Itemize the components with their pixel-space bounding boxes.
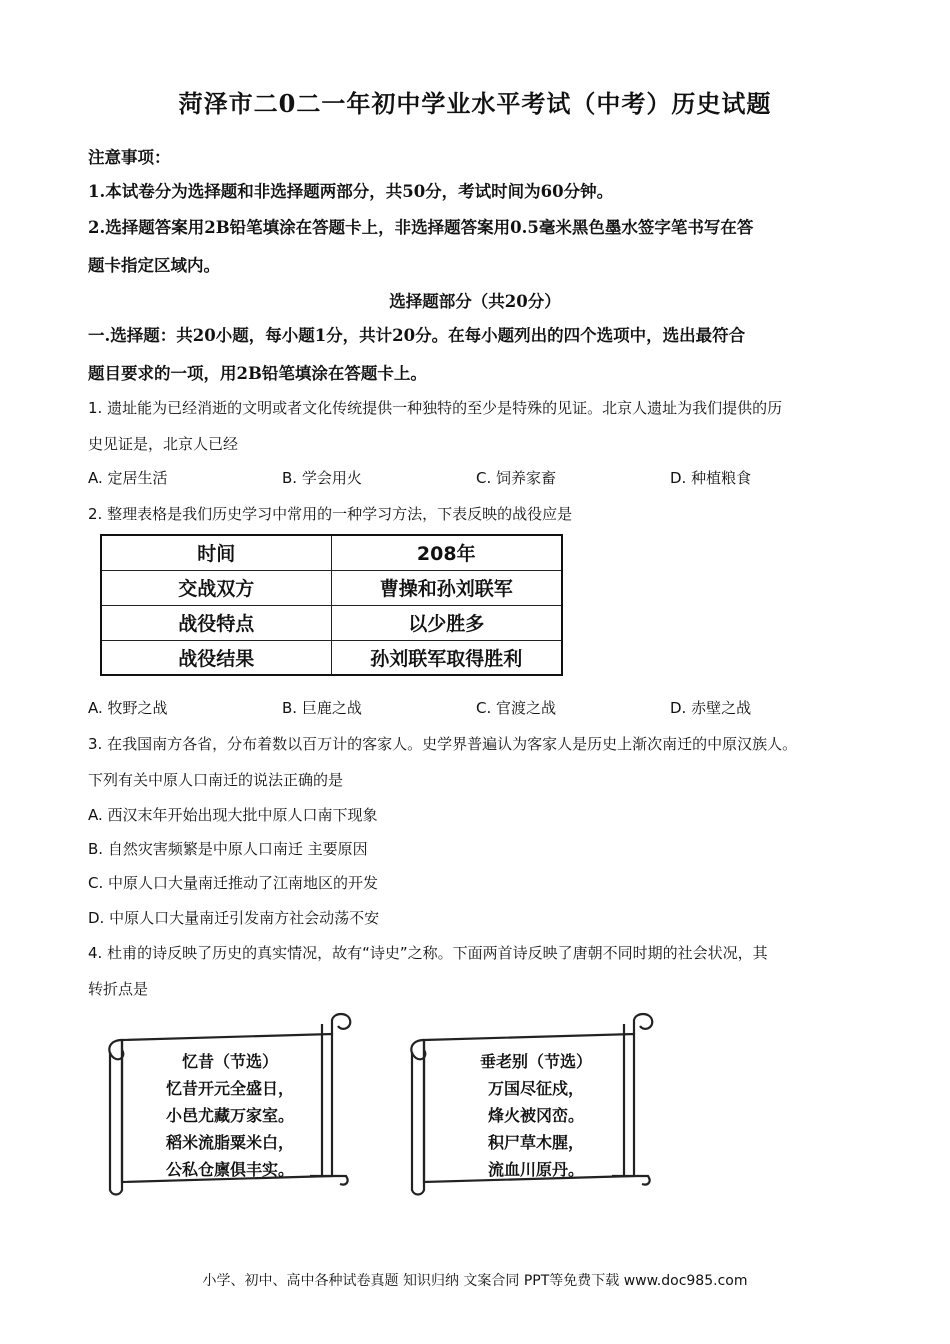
poem-2-line: 烽火被冈峦。 — [487, 1106, 584, 1125]
q1-option-d: D. 种植粮食 — [670, 469, 752, 487]
poem-2-line: 万国尽征戍， — [487, 1079, 584, 1098]
part-one-line-b: 题目要求的一项，用2B铅笔填涂在答题卡上。 — [88, 364, 427, 383]
q3-option-c: C. 中原人口大量南迁推动了江南地区的开发 — [88, 874, 379, 892]
poem-1-line: 稻米流脂粟米白， — [165, 1133, 294, 1152]
table-row — [101, 640, 562, 675]
poem-2-line: 积尸草木腥， — [487, 1133, 584, 1152]
q3-option-d: D. 中原人口大量南迁引发南方社会动荡不安 — [88, 909, 380, 927]
q3-option-b: B. 自然灾害频繁是中原人口南迁 主要原因 — [88, 840, 368, 858]
battle-table — [100, 534, 563, 676]
q2-option-c: C. 官渡之战 — [476, 699, 557, 717]
table-cell-label: 战役结果 — [101, 640, 331, 675]
q3-stem-line-b: 下列有关中原人口南迁的说法正确的是 — [88, 771, 344, 789]
notice-heading: 注意事项： — [88, 148, 171, 167]
notice-line-2a: 2.选择题答案用2B铅笔填涂在答题卡上，非选择题答案用0.5毫米黑色墨水签字笔书写在答 — [88, 218, 754, 237]
section-title: 选择题部分（共20分） — [389, 292, 561, 311]
poem-1 — [140, 1048, 320, 1183]
q4-stem-line-a: 4. 杜甫的诗反映了历史的真实情况，故有“诗史”之称。下面两首诗反映了唐朝不同时期的社会状况，其 — [88, 944, 768, 962]
q1-stem-line-a: 1. 遗址能为已经消逝的文明或者文化传统提供一种独特的至少是特殊的见证。北京人遗址为我们提供的历 — [88, 399, 783, 417]
poem-1-title: 忆昔（节选） — [181, 1052, 278, 1071]
q2-option-a: A. 牧野之战 — [88, 699, 168, 717]
table-row — [101, 605, 562, 640]
table-cell-label: 时间 — [101, 535, 331, 570]
page-title: 菏泽市二0二一年初中学业水平考试（中考）历史试题 — [178, 89, 772, 118]
notice-line-2b: 题卡指定区域内。 — [88, 256, 220, 275]
page-footer: 小学、初中、高中各种试卷真题 知识归纳 文案合同 PPT等免费下载 www.doc985.com — [202, 1273, 748, 1289]
poem-2-title: 垂老别（节选） — [479, 1052, 592, 1071]
q2-option-b: B. 巨鹿之战 — [282, 699, 362, 717]
q1-stem-line-b: 史见证是，北京人已经 — [88, 435, 239, 453]
table-cell-label: 战役特点 — [101, 605, 331, 640]
table-cell-value: 以少胜多 — [331, 605, 562, 640]
q3-stem-line-a: 3. 在我国南方各省，分布着数以百万计的客家人。史学界普遍认为客家人是历史上渐次南迁的中原汉族人。 — [88, 735, 798, 753]
q1-option-c: C. 饲养家畜 — [476, 469, 557, 487]
part-one-line-a: 一.选择题：共20小题，每小题1分，共计20分。在每小题列出的四个选项中，选出最符合 — [88, 326, 746, 345]
poem-2 — [446, 1048, 626, 1183]
q2-stem: 2. 整理表格是我们历史学习中常用的一种学习方法，下表反映的战役应是 — [88, 505, 573, 523]
poem-1-line: 忆昔开元全盛日， — [165, 1079, 294, 1098]
table-cell-value: 孙刘联军取得胜利 — [331, 640, 562, 675]
table-cell-value: 208年 — [331, 535, 562, 570]
q1-option-b: B. 学会用火 — [282, 469, 362, 487]
poem-1-line: 公私仓廪俱丰实。 — [165, 1160, 294, 1179]
table-row — [101, 570, 562, 605]
poem-2-line: 流血川原丹。 — [487, 1160, 584, 1179]
q3-option-a: A. 西汉末年开始出现大批中原人口南下现象 — [88, 806, 378, 824]
q1-option-a: A. 定居生活 — [88, 469, 168, 487]
q2-option-d: D. 赤壁之战 — [670, 699, 752, 717]
table-cell-label: 交战双方 — [101, 570, 331, 605]
q4-stem-line-b: 转折点是 — [88, 980, 149, 998]
table-cell-value: 曹操和孙刘联军 — [331, 570, 562, 605]
notice-line-1: 1.本试卷分为选择题和非选择题两部分，共50分，考试时间为60分钟。 — [88, 182, 614, 201]
poem-1-line: 小邑尤藏万家室。 — [165, 1106, 294, 1125]
table-row — [101, 535, 562, 570]
